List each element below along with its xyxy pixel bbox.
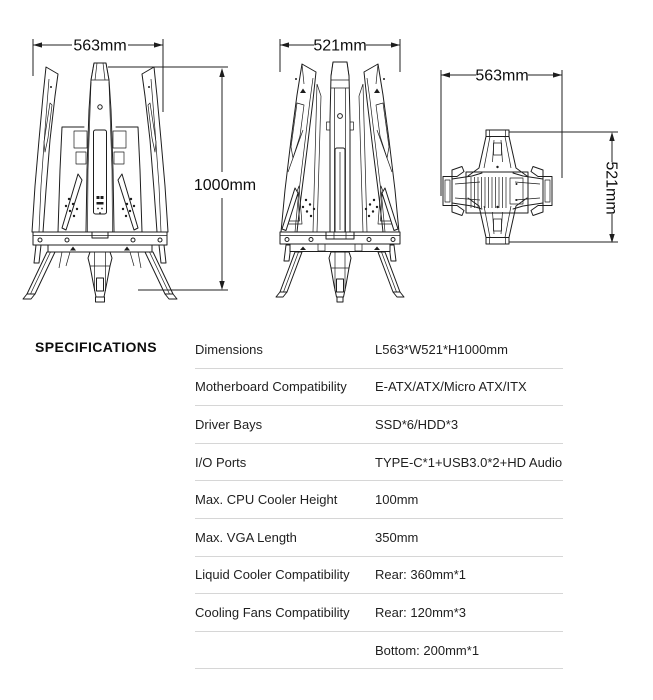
top-width-label: 563mm <box>475 67 529 85</box>
spec-row-label: Liquid Cooler Compatibility <box>195 567 350 583</box>
front-height-label: 1000mm <box>193 177 257 194</box>
spec-row-value: Rear: 360mm*1 <box>375 567 467 583</box>
spec-row-value: 350mm <box>375 529 419 545</box>
front-width-label: 563mm <box>73 37 127 55</box>
spec-row-label: Max. CPU Cooler Height <box>195 492 338 508</box>
spec-row-label: Dimensions <box>195 341 263 357</box>
top-depth-label: 521mm <box>602 161 620 215</box>
spec-row <box>195 557 563 595</box>
front-view-drawing <box>23 63 177 302</box>
spec-row <box>195 481 563 519</box>
spec-row <box>195 632 563 670</box>
top-depth-dimension <box>509 132 620 243</box>
spec-row-label: Cooling Fans Compatibility <box>195 604 350 620</box>
technical-drawings <box>0 0 653 330</box>
side-width-label: 521mm <box>313 37 367 55</box>
spec-row <box>195 331 563 369</box>
spec-row-label: I/O Ports <box>195 454 247 470</box>
spec-row <box>195 406 563 444</box>
spec-row <box>195 519 563 557</box>
spec-row-value: TYPE-C*1+USB3.0*2+HD Audio <box>375 454 563 470</box>
spec-row-value: SSD*6/HDD*3 <box>375 416 459 432</box>
spec-row-label: Motherboard Compatibility <box>195 379 347 395</box>
top-view-drawing <box>443 130 552 244</box>
spec-row <box>195 444 563 482</box>
specifications-title: SPECIFICATIONS <box>35 339 158 355</box>
spec-row <box>195 369 563 407</box>
spec-row-label: Max. VGA Length <box>195 529 297 545</box>
spec-row-value: L563*W521*H1000mm <box>375 341 508 357</box>
spec-row-value: Rear: 120mm*3 <box>375 604 467 620</box>
spec-row-value: Bottom: 200mm*1 <box>375 642 480 658</box>
specifications-table <box>195 331 563 669</box>
spec-row-value: E-ATX/ATX/Micro ATX/ITX <box>375 379 527 395</box>
side-view-drawing <box>276 62 404 302</box>
spec-row-label: Driver Bays <box>195 416 263 432</box>
spec-row <box>195 594 563 632</box>
spec-row-value: 100mm <box>375 492 419 508</box>
front-height-dimension <box>108 67 256 290</box>
